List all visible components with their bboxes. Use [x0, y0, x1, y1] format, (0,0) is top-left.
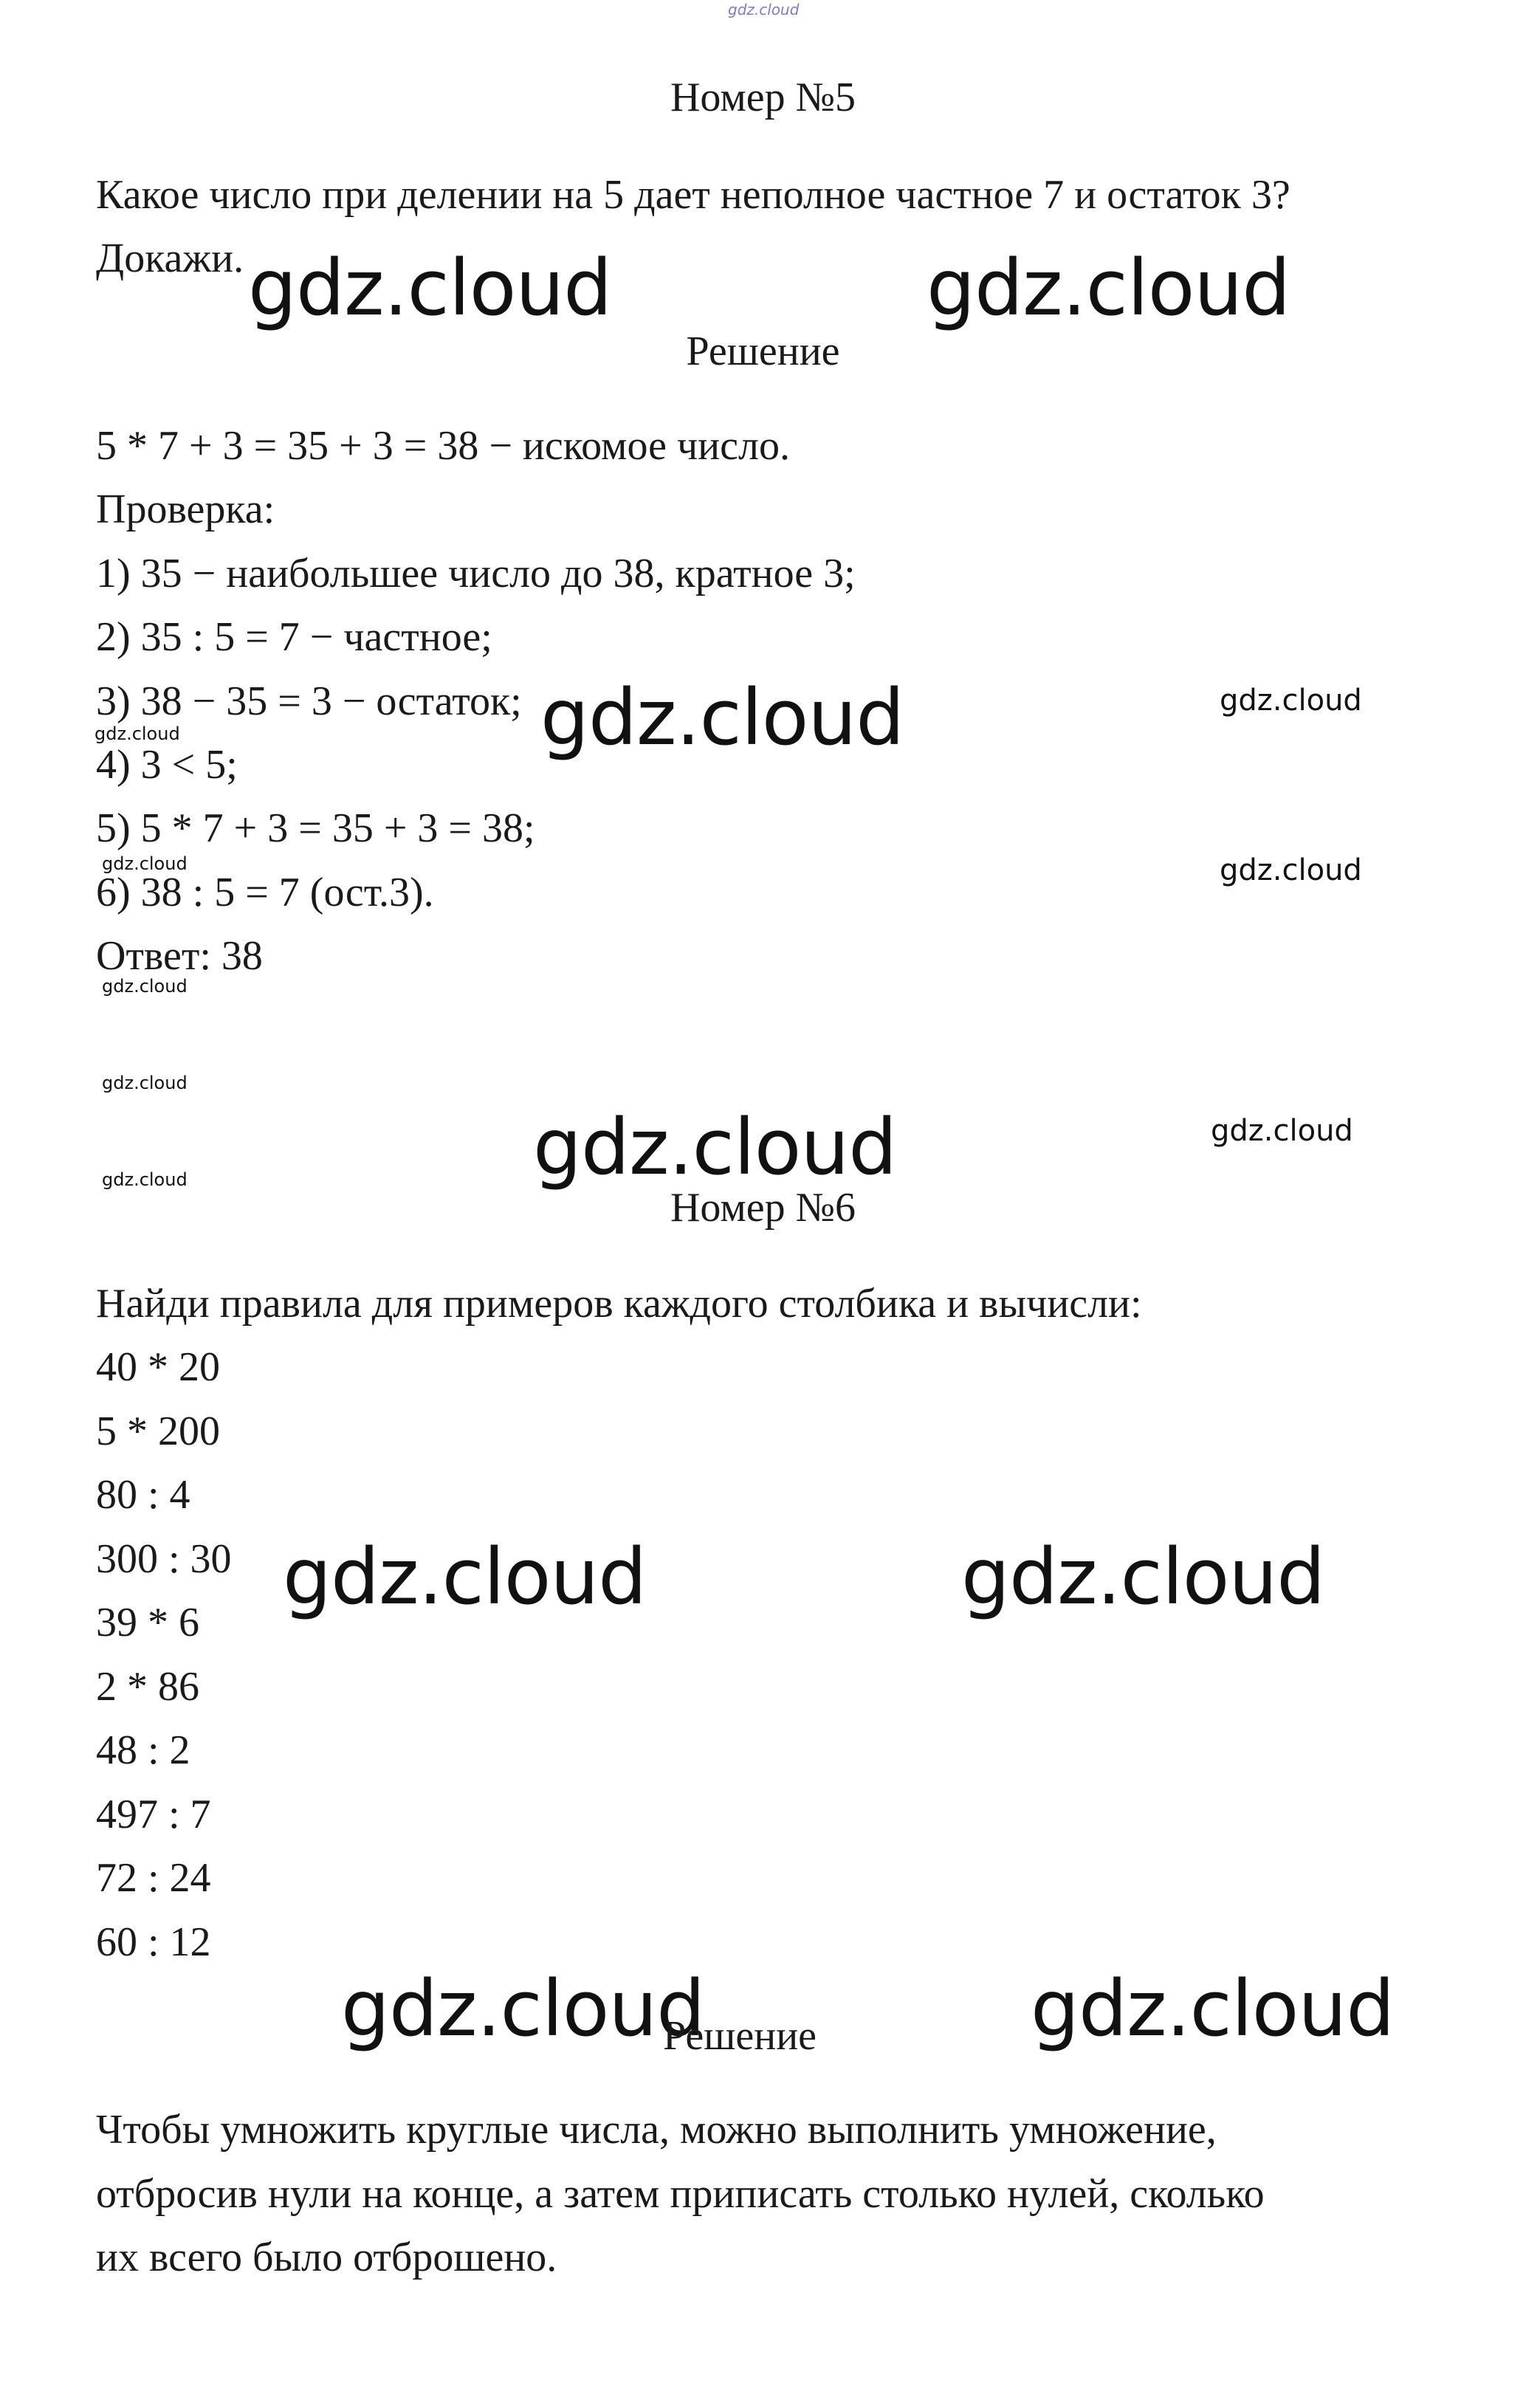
task6-example: 497 : 7: [96, 1792, 211, 1837]
task5-line: 6) 38 : 5 = 7 (ост.3).: [96, 870, 434, 915]
watermark-small: gdz.cloud: [102, 976, 188, 997]
watermark-large: gdz.cloud: [961, 1532, 1325, 1622]
watermark-top: gdz.cloud: [728, 1, 800, 18]
task6-example: 5 * 200: [96, 1408, 220, 1454]
watermark-small: gdz.cloud: [102, 853, 188, 874]
task5-line: 5) 5 * 7 + 3 = 35 + 3 = 38;: [96, 805, 535, 851]
task6-example: 72 : 24: [96, 1855, 211, 1901]
task6-example: 48 : 2: [96, 1727, 190, 1773]
task6-title: Номер №6: [670, 1185, 856, 1231]
task6-example: 40 * 20: [96, 1344, 220, 1390]
watermark-small: gdz.cloud: [94, 723, 180, 744]
task5-line: 1) 35 − наибольшее число до 38, кратное 3;: [96, 551, 856, 596]
task6-example: 60 : 12: [96, 1919, 211, 1965]
task6-example: 80 : 4: [96, 1472, 190, 1518]
task6-question: Найди правила для примеров каждого столбика и вычисли:: [96, 1281, 1142, 1327]
watermark-large: gdz.cloud: [540, 672, 904, 763]
watermark-large: gdz.cloud: [927, 243, 1290, 333]
task5-line: 2) 35 : 5 = 7 − частное;: [96, 614, 492, 660]
task5-line: Проверка:: [96, 486, 275, 532]
task5-solution-heading: Решение: [686, 328, 840, 374]
watermark-large: gdz.cloud: [283, 1532, 647, 1622]
task6-example: 300 : 30: [96, 1536, 232, 1582]
task5-question-line2: Докажи.: [96, 235, 244, 281]
watermark-large: gdz.cloud: [533, 1102, 897, 1192]
watermark-large: gdz.cloud: [248, 243, 612, 333]
task6-solution-heading: Решение: [663, 2013, 817, 2059]
task5-line: 3) 38 − 35 = 3 − остаток;: [96, 678, 522, 724]
task5-line: 5 * 7 + 3 = 35 + 3 = 38 − искомое число.: [96, 423, 790, 469]
watermark-large: gdz.cloud: [1031, 1964, 1395, 2054]
watermark-medium: gdz.cloud: [1211, 1114, 1353, 1148]
watermark-small: gdz.cloud: [102, 1169, 188, 1190]
watermark-large: gdz.cloud: [341, 1964, 705, 2054]
task5-line: 4) 3 < 5;: [96, 742, 238, 788]
task5-question-line1: Какое число при делении на 5 дает неполное частное 7 и остаток 3?: [96, 172, 1290, 218]
task6-example: 2 * 86: [96, 1664, 199, 1710]
task6-solution-line: их всего было отброшено.: [96, 2235, 557, 2280]
watermark-small: gdz.cloud: [102, 1073, 188, 1093]
task6-example: 39 * 6: [96, 1600, 199, 1645]
task6-solution-line: Чтобы умножить круглые числа, можно выполнить умножение,: [96, 2107, 1217, 2153]
task5-title: Номер №5: [670, 75, 856, 120]
watermark-medium: gdz.cloud: [1220, 684, 1362, 718]
task6-solution-line: отбросив нули на конце, а затем приписать столько нулей, сколько: [96, 2171, 1265, 2217]
task5-answer: Ответ: 38: [96, 933, 263, 979]
watermark-medium: gdz.cloud: [1220, 853, 1362, 887]
